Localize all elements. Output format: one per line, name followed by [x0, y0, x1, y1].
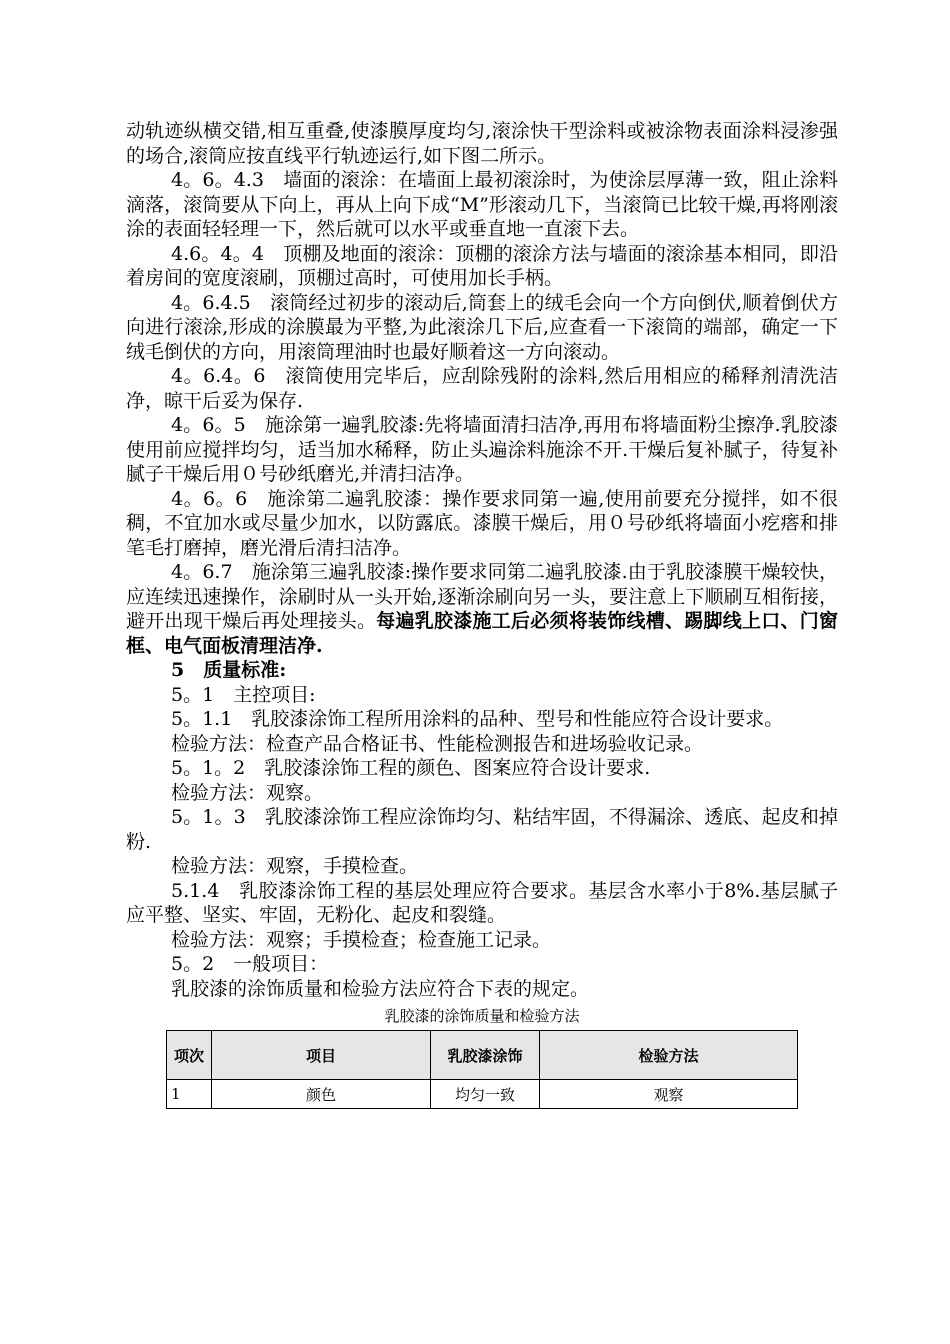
paragraph-p3: 4。6.4.5 滚筒经过初步的滚动后,筒套上的绒毛会向一个方向倒伏,顺着倒伏方向进行滚涂,形成的涂膜最为平整,为此滚涂几下后,应查看一下滚筒的端部，确定一下绒毛倒伏的方向，用滚筒理油时也最好顺着这一方向滚动。	[126, 291, 838, 363]
cell-method: 观察	[540, 1080, 798, 1109]
paragraph-q8: 5.1.4 乳胶漆涂饰工程的基层处理应符合要求。基层含水率小于8%.基层腻子应平整、坚实、牢固，无粉化、起皮和裂缝。	[126, 879, 838, 926]
paragraph-q6: 5。1。3 乳胶漆涂饰工程应涂饰均匀、粘结牢固，不得漏涂、透底、起皮和掉粉.	[126, 806, 838, 853]
paragraph-4-6-7	[126, 560, 838, 658]
paragraph-p2: 4.6。4。4 顶棚及地面的滚涂：顶棚的滚涂方法与墙面的滚涂基本相同，即沿着房间的宽度滚刷，顶棚过高时，可使用加长手柄。	[126, 242, 838, 289]
paragraph-q3: 检验方法：检查产品合格证书、性能检测报告和进场验收记录。	[171, 732, 704, 755]
cell-item: 颜色	[212, 1080, 431, 1109]
body-text-section-4	[126, 119, 838, 560]
paragraph-q0: 5 质量标准:	[171, 659, 287, 681]
paragraph-p5: 4。6。5 施涂第一遍乳胶漆:先将墙面清扫洁净,再用布将墙面粉尘擦净.乳胶漆使用前应搅拌均匀，适当加水稀释，防止头遍涂料施涂不开.干燥后复补腻子，待复补腻子干燥后用０号砂纸磨光,并清扫洁净。	[126, 414, 838, 485]
paragraph-q9: 检验方法：观察；手摸检查；检查施工记录。	[171, 928, 552, 951]
document-page	[126, 119, 838, 1109]
paragraph-4-6-7-bold-note: 每遍乳胶漆施工后必须将装饰线槽、踢脚线上口、门窗框、电气面板清理洁净.	[126, 610, 838, 657]
table-header-row	[167, 1031, 798, 1080]
paragraph-p1: 4。6。4.3 墙面的滚涂：在墙面上最初滚涂时，为使涂层厚薄一致，阻止涂料滴落，滚筒要从下向上，再从上向下成“M”形滚动几下，当滚筒已比较干燥,再将刚滚涂的表面轻轻理一下，然后就可以水平或垂直地一直滚下去。	[126, 169, 838, 240]
paragraph-p0: 动轨迹纵横交错,相互重叠,使漆膜厚度均匀,滚涂快干型涂料或被涂物表面涂料浸渗强的场合,滚筒应按直线平行轨迹运行,如下图二所示。	[126, 120, 838, 167]
paragraph-q2: 5。1.1 乳胶漆涂饰工程所用涂料的品种、型号和性能应符合设计要求。	[171, 708, 784, 730]
header-latex-paint: 乳胶漆涂饰	[431, 1031, 540, 1080]
quality-table	[166, 1030, 798, 1109]
paragraph-q11: 乳胶漆的涂饰质量和检验方法应符合下表的规定。	[171, 977, 590, 1000]
header-item: 项目	[212, 1031, 431, 1080]
header-index: 项次	[167, 1031, 212, 1080]
table-caption: 乳胶漆的涂饰质量和检验方法	[384, 1007, 580, 1025]
paragraph-p6: 4。6。6 施涂第二遍乳胶漆：操作要求同第一遍,使用前要充分搅拌，如不很稠，不宜加水或尽量少加水，以防露底。漆膜干燥后，用０号砂纸将墙面小疙瘩和排笔毛打磨掉，磨光滑后清扫洁净。	[126, 487, 838, 559]
paragraph-q1: 5。1 主控项目:	[171, 683, 316, 706]
body-text-section-5	[126, 658, 838, 1001]
paragraph-q5: 检验方法：观察。	[171, 781, 324, 804]
paragraph-q4: 5。1。2 乳胶漆涂饰工程的颜色、图案应符合设计要求.	[171, 757, 651, 779]
cell-requirement: 均匀一致	[431, 1080, 540, 1109]
paragraph-4-6-7-text: 4。6.7 施涂第三遍乳胶漆:操作要求同第二遍乳胶漆.由于乳胶漆膜干燥较快，应连续迅速操作，涂刷时从一头开始,逐渐涂刷向另一头，要注意上下顺刷互相衔接，避开出现干燥后再处理接头。	[126, 561, 838, 632]
cell-index: 1	[167, 1080, 212, 1109]
header-method: 检验方法	[540, 1031, 798, 1080]
paragraph-p4: 4。6.4。6 滚筒使用完毕后，应刮除残附的涂料,然后用相应的稀释剂清洗洁净，晾干后妥为保存.	[126, 365, 838, 412]
paragraph-q7: 检验方法：观察，手摸检查。	[171, 855, 419, 877]
table-row	[167, 1080, 798, 1109]
paragraph-q10: 5。2 一般项目：	[171, 953, 329, 975]
